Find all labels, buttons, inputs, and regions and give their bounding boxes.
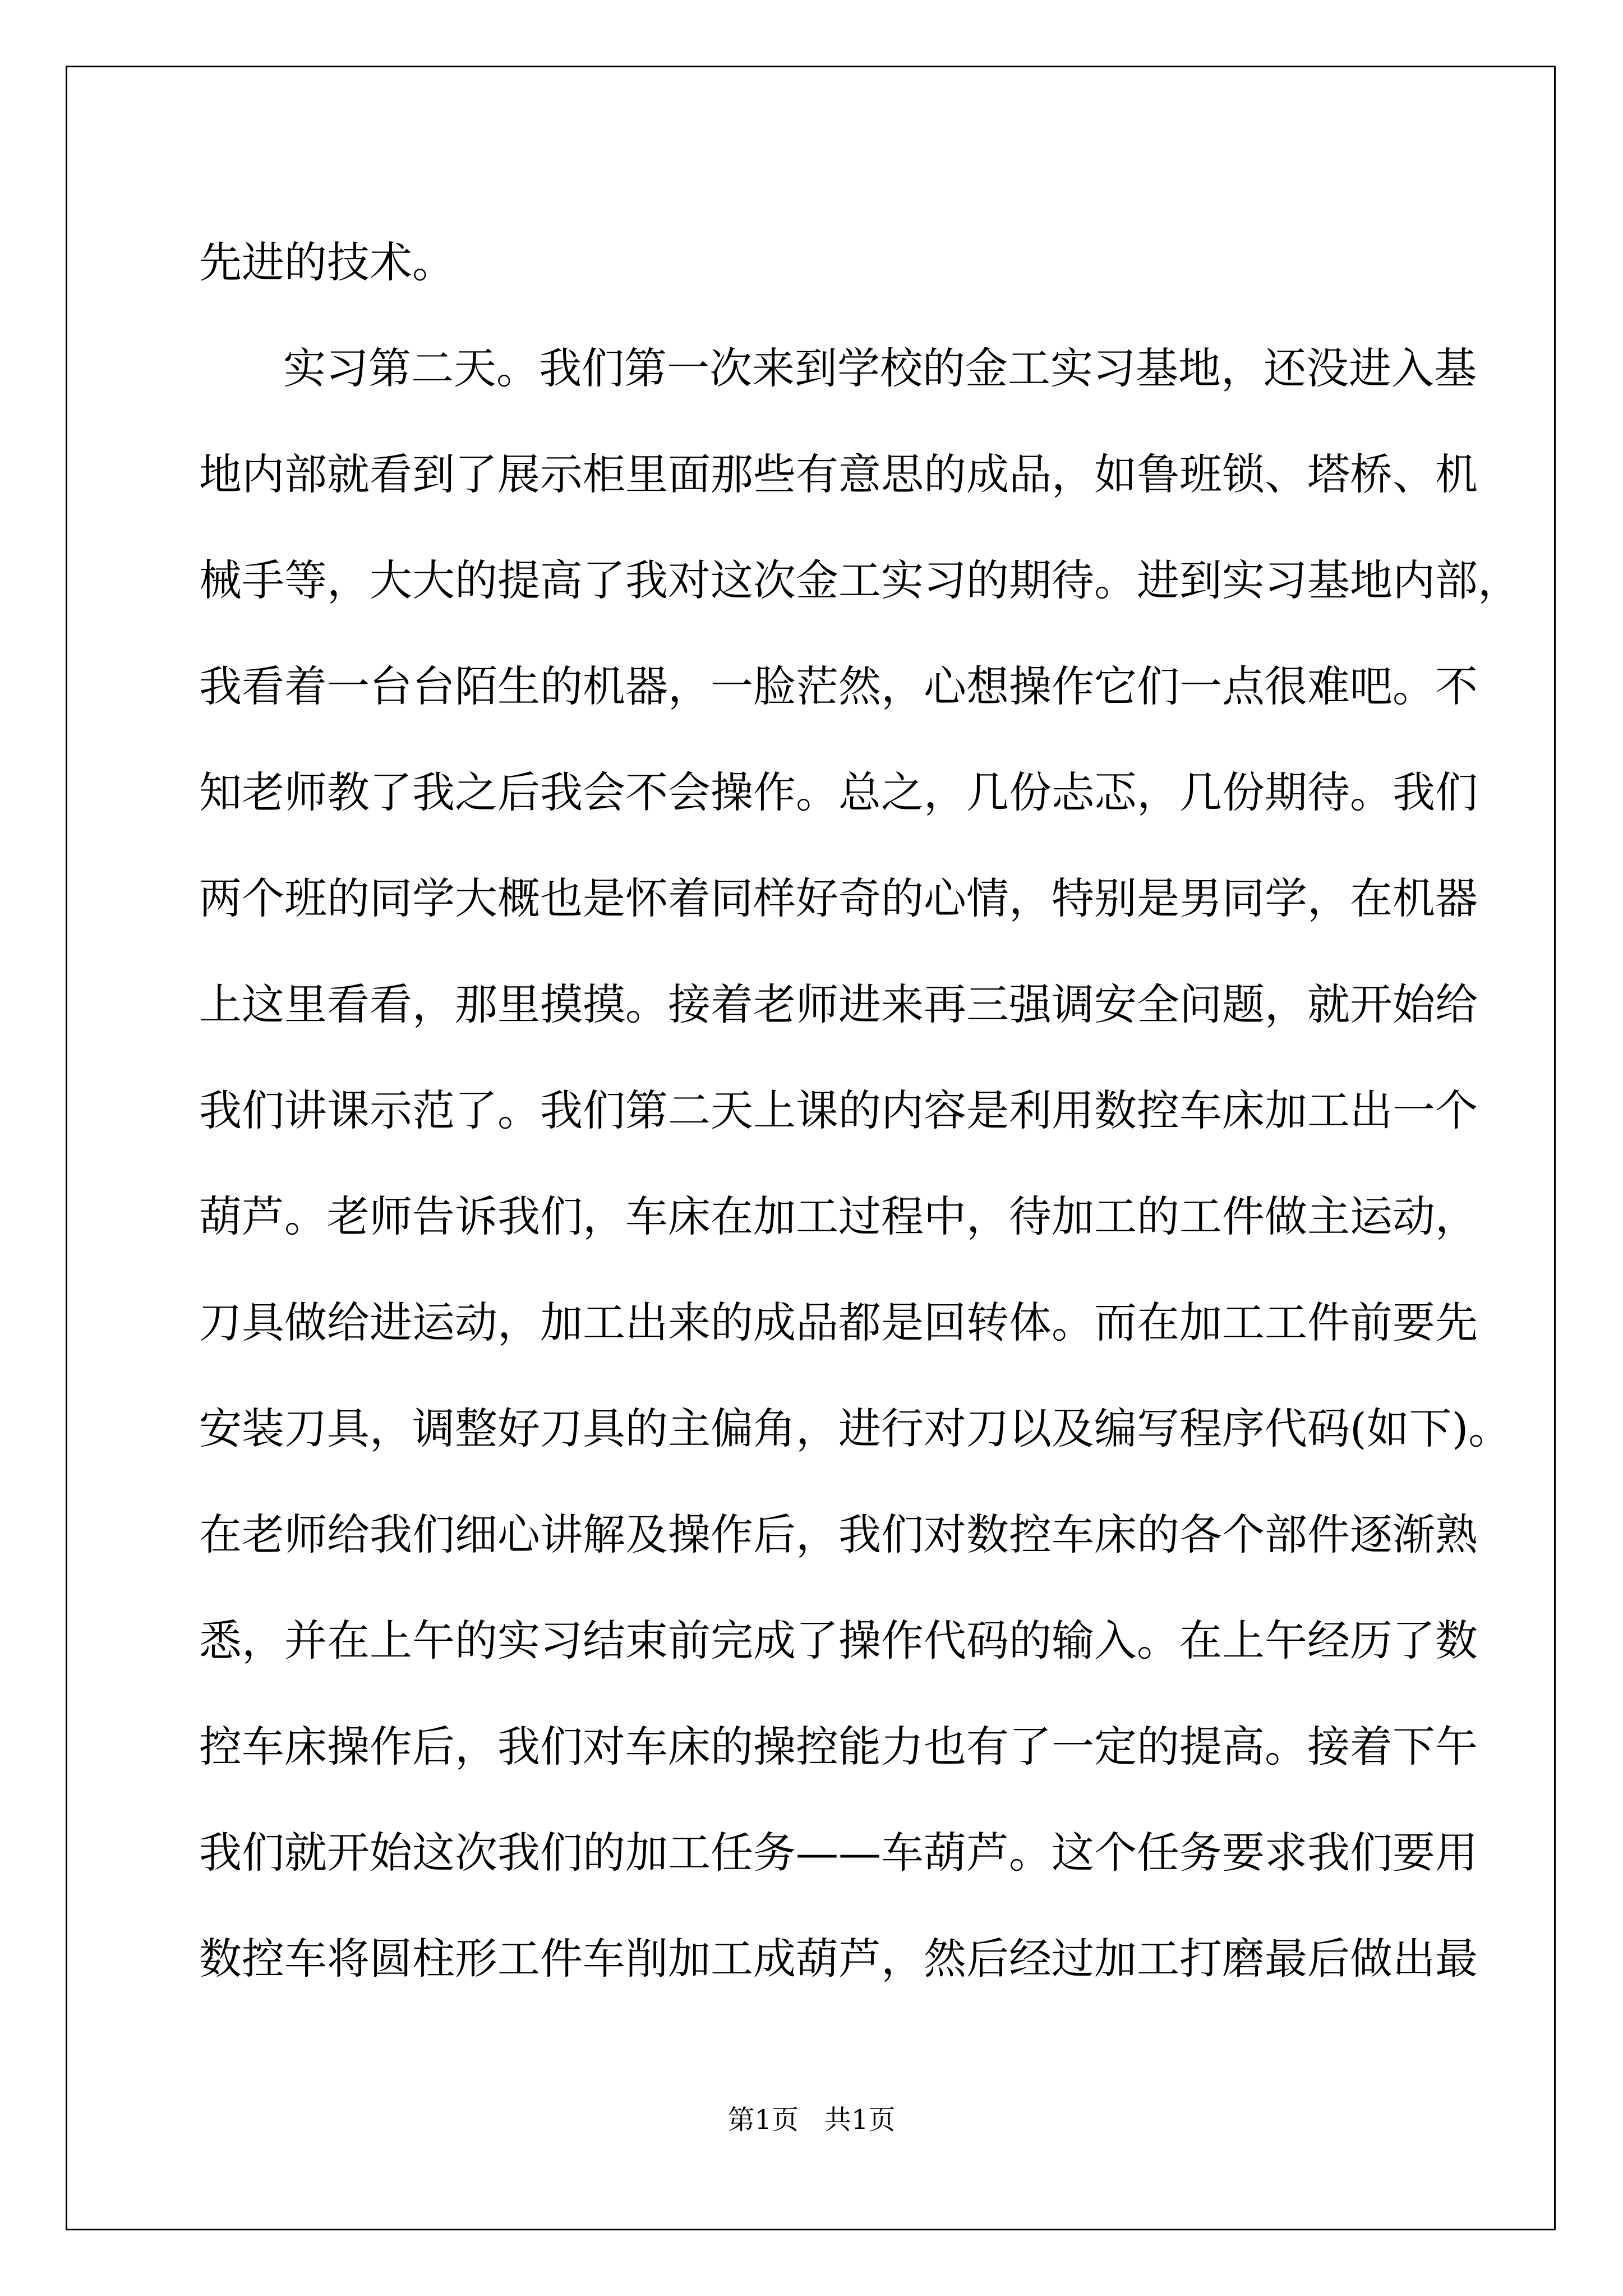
text-line: 两个班的同学大概也是怀着同样好奇的心情，特别是男同学，在机器: [199, 873, 1478, 923]
text-line: 先进的技术。: [199, 237, 455, 287]
text-line: 葫芦。老师告诉我们，车床在加工过程中，待加工的工件做主运动，: [199, 1191, 1478, 1241]
text-line: 我们讲课示范了。我们第二天上课的内容是利用数控车床加工出一个: [199, 1085, 1478, 1135]
text-line: 我们就开始这次我们的加工任务——车葫芦。这个任务要求我们要用: [199, 1828, 1478, 1878]
text-line: 数控车将圆柱形工件车削加工成葫芦，然后经过加工打磨最后做出最: [199, 1934, 1478, 1984]
text-line: 械手等，大大的提高了我对这次金工实习的期待。进到实习基地内部，: [199, 555, 1520, 605]
document-body: [199, 209, 1520, 2012]
text-line: 上这里看看，那里摸摸。接着老师进来再三强调安全问题，就开始给: [199, 979, 1478, 1029]
text-line: 刀具做给进运动，加工出来的成品都是回转体。而在加工工件前要先: [199, 1297, 1478, 1347]
text-line: 安装刀具，调整好刀具的主偏角，进行对刀以及编写程序代码(如下)。: [199, 1404, 1511, 1453]
text-line: 控车床操作后，我们对车床的操控能力也有了一定的提高。接着下午: [199, 1722, 1478, 1772]
page-footer: 第1页 共1页: [727, 2104, 896, 2136]
text-line: 我看着一台台陌生的机器，一脸茫然，心想操作它们一点很难吧。不: [199, 661, 1478, 711]
text-line: 实习第二天。我们第一次来到学校的金工实习基地，还没进入基: [283, 343, 1477, 393]
text-line: 在老师给我们细心讲解及操作后，我们对数控车床的各个部件逐渐熟: [199, 1510, 1478, 1559]
text-line: 悉，并在上午的实习结束前完成了操作代码的输入。在上午经历了数: [199, 1616, 1478, 1665]
text-line: 知老师教了我之后我会不会操作。总之，几份忐忑，几份期待。我们: [199, 767, 1478, 817]
text-line: 地内部就看到了展示柜里面那些有意思的成品，如鲁班锁、塔桥、机: [199, 449, 1478, 499]
